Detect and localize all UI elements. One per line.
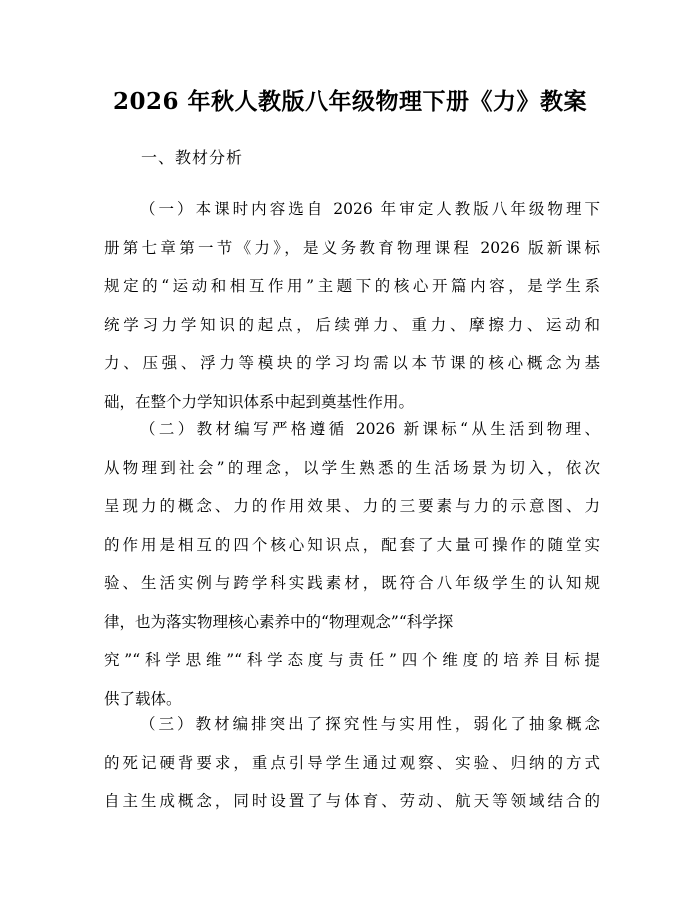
paragraph-line: 础，在整个力学知识体系中起到奠基性作用。 [104, 392, 415, 411]
paragraph-line: （三）教材编排突出了探究性与实用性，弱化了抽象概念 [140, 715, 600, 733]
paragraph-line: 自主生成概念，同时设置了与体育、劳动、航天等领域结合的 [104, 792, 600, 810]
paragraph-line: 的作用是相互的四个核心知识点，配套了大量可操作的随堂实 [104, 535, 600, 554]
document-title: 2026 年秋人教版八年级物理下册《力》教案 [112, 88, 588, 115]
paragraph-line: 力、压强、浮力等模块的学习均需以本节课的核心概念为基 [104, 354, 600, 372]
section-heading: 一、教材分析 [141, 148, 244, 167]
paragraph-line: 的死记硬背要求，重点引导学生通过观察、实验、归纳的方式 [104, 753, 600, 772]
paragraph-line: （一）本课时内容选自 2026 年审定人教版八年级物理下 [140, 200, 600, 218]
paragraph-line: 规定的“运动和相互作用”主题下的核心开篇内容，是学生系 [104, 277, 600, 295]
paragraph-line: 从物理到社会”的理念，以学生熟悉的生活场景为切入，依次 [104, 458, 600, 477]
paragraph-1 [104, 190, 600, 421]
paragraph-line: 册第七章第一节《力》，是义务教育物理课程 2026 版新课标 [104, 238, 600, 257]
paragraph-line: 究”“科学思维”“科学态度与责任”四个维度的培养目标提 [104, 651, 600, 669]
paragraph-line: 呈现力的概念、力的作用效果、力的三要素与力的示意图、力 [104, 497, 600, 515]
paragraph-line: 律，也为落实物理核心素养中的“物理观念”“科学探 [104, 612, 454, 631]
paragraph-3 [104, 705, 600, 821]
paragraph-2 [104, 410, 600, 718]
paragraph-line: （二）教材编写严格遵循 2026 新课标“从生活到物理、 [140, 420, 600, 438]
paragraph-line: 供了载体。 [104, 689, 182, 708]
paragraph-line: 验、生活实例与跨学科实践素材，既符合八年级学生的认知规 [104, 574, 600, 592]
paragraph-line: 统学习力学知识的起点，后续弹力、重力、摩擦力、运动和 [104, 315, 600, 334]
